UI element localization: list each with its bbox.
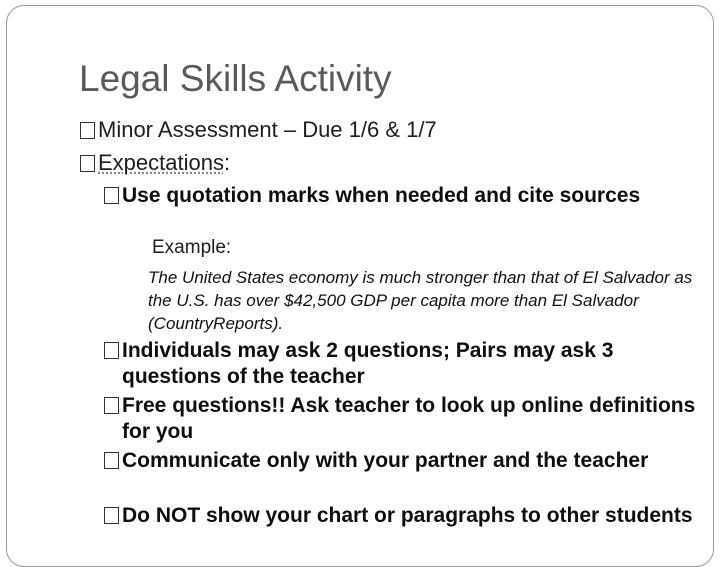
sub-bullet-questions: [104, 338, 702, 390]
bullet-minor-assessment: [80, 117, 437, 143]
bullet-suffix: :: [223, 150, 231, 175]
sub-bullet-quotation: [104, 183, 702, 209]
sub-bullet-text: Individuals may ask 2 questions; Pairs may ask 3 questions of the teacher: [122, 339, 614, 388]
bullet-box-icon: [104, 342, 119, 359]
bullet-box-icon: [104, 452, 119, 469]
example-label: Example:: [152, 237, 232, 258]
bullet-box-icon: [80, 122, 95, 139]
bullet-box-icon: [104, 397, 119, 414]
bullet-box-icon: [80, 155, 95, 172]
bullet-expectations: [80, 150, 230, 176]
sub-bullet-text: Communicate only with your partner and the teacher: [122, 449, 649, 472]
sub-bullet-text: Do NOT show your chart or paragraphs to other students: [122, 504, 693, 527]
slide-title: Legal Skills Activity: [79, 58, 392, 99]
bullet-text: Expectations: [98, 150, 224, 175]
sub-bullet-text: Use quotation marks when needed and cite sources: [122, 184, 641, 207]
sub-bullet-text: Free questions!! Ask teacher to look up online definitions for you: [122, 394, 696, 443]
bullet-text: Minor Assessment – Due 1/6 & 1/7: [98, 117, 437, 142]
example-text: The United States economy is much stronger than that of El Salvador as the U.S. has over $42,500 GDP per capita more than El Salvador (CountryReports).: [148, 268, 693, 333]
bullet-box-icon: [104, 507, 119, 524]
sub-bullet-do-not-show: [104, 503, 702, 529]
sub-bullet-free-questions: [104, 393, 702, 445]
sub-bullet-communicate: [104, 448, 702, 474]
bullet-box-icon: [104, 187, 119, 204]
